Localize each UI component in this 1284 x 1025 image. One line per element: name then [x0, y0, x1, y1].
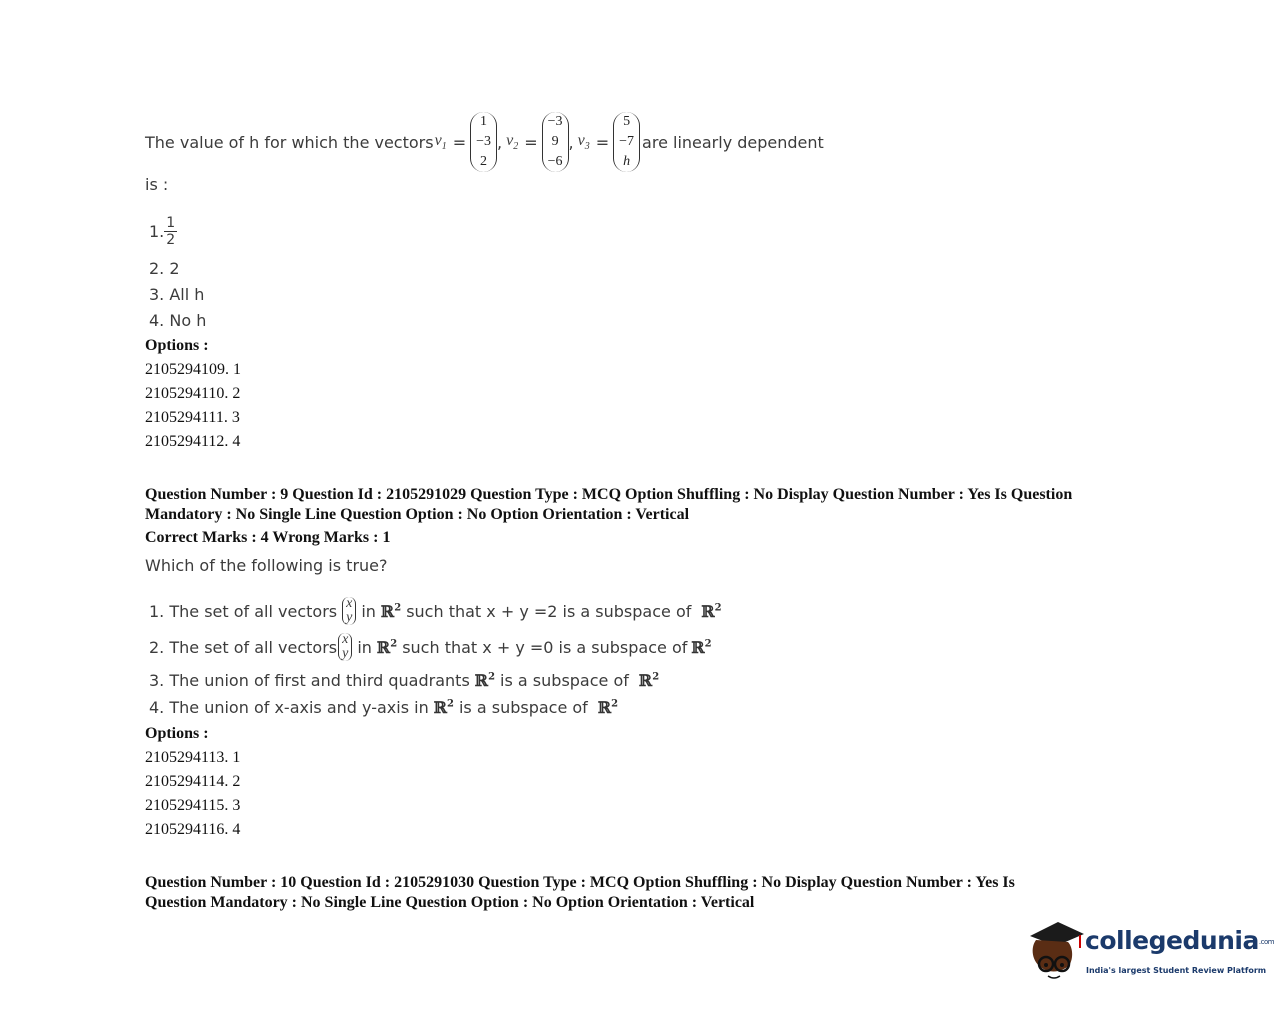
brand-name: collegedunia.com [1085, 926, 1275, 955]
q8-stem-line2: is : [145, 175, 169, 194]
q9-choice-3: 3. The union of first and third quadrants ℝ$^2$ is a subspace of ℝ$^2$ [149, 671, 660, 690]
mascot-icon [1024, 918, 1086, 986]
q8-choice-2: 2. 2 [149, 259, 180, 278]
q8-v1-matrix: 1 −3 2 [470, 112, 497, 172]
q8-stem-suffix: are linearly dependent [642, 132, 824, 152]
q9-choice-2: 2. The set of all vectors x y in ℝ$^2$ such that x + y =0 is a subspace of ℝ$^2$ [149, 632, 712, 661]
q8-option-1: 2105294109. 1 [145, 361, 241, 378]
q9-choice-1-R2-a: ℝ$^2$ [380, 601, 402, 621]
q8-options-label: Options : [145, 337, 209, 354]
q9-option-4: 2105294116. 4 [145, 821, 241, 838]
q9-marks: Correct Marks : 4 Wrong Marks : 1 [145, 529, 391, 546]
q8-option-4: 2105294112. 4 [145, 433, 241, 450]
q9-option-1: 2105294113. 1 [145, 749, 241, 766]
q10-header-line1: Question Number : 10 Question Id : 2105291030 Question Type : MCQ Option Shuffling : No Display Question Number : Yes Is [145, 874, 1015, 891]
q9-option-3: 2105294115. 3 [145, 797, 241, 814]
q9-choice-2-vector: x y [338, 633, 352, 661]
q9-choice-3-R2-b: ℝ$^2$ [638, 671, 660, 690]
q8-choice-1: 1. $\frac{1}{2}$ [149, 215, 176, 248]
q8-v3-label: $v_3$ [577, 131, 590, 153]
q8-option-3: 2105294111. 3 [145, 409, 240, 426]
q8-stem: The value of h for which the vectors $v_1$ = 1 −3 2 , $v_2$ = −3 9 −6 , $v_3$ = 5 −7 h are linearly dependent [145, 112, 824, 172]
q8-v2-matrix: −3 9 −6 [542, 112, 569, 172]
q8-choice-4: 4. No h [149, 311, 207, 330]
q9-choice-1-vector: x y [342, 597, 356, 625]
q9-choice-3-R2-a: ℝ$^2$ [474, 671, 496, 690]
q8-v1-label: $v_1$ [434, 131, 447, 153]
q9-choice-1-R2-b: ℝ$^2$ [701, 601, 722, 621]
brand-logo [1024, 918, 1275, 988]
q8-v3-matrix: 5 −7 h [613, 112, 640, 172]
q9-option-2: 2105294114. 2 [145, 773, 241, 790]
q9-question: Which of the following is true? [145, 556, 388, 575]
q9-choice-2-R2-a: ℝ$^2$ [376, 637, 398, 657]
q9-choice-4-R2-b: ℝ$^2$ [597, 698, 619, 717]
q9-choice-1: 1. The set of all vectors x y in ℝ$^2$ such that x + y =2 is a subspace of ℝ$^2$ [149, 596, 722, 625]
q9-choice-4-R2-a: ℝ$^2$ [433, 698, 454, 717]
q9-header-line2: Mandatory : No Single Line Question Option : No Option Orientation : Vertical [145, 506, 690, 523]
q8-v2-label: $v_2$ [506, 131, 519, 153]
q8-eq: = [452, 132, 467, 152]
q10-header-line2: Question Mandatory : No Single Line Question Option : No Option Orientation : Vertical [145, 894, 755, 911]
q8-choice-3: 3. All h [149, 285, 205, 304]
q9-options-label: Options : [145, 725, 209, 742]
q9-choice-2-R2-b: ℝ$^2$ [691, 637, 712, 657]
q9-choice-4: 4. The union of x-axis and y-axis in ℝ$^2$ is a subspace of ℝ$^2$ [149, 698, 619, 717]
brand-tagline: India's largest Student Review Platform [1086, 966, 1267, 975]
q9-header-line1: Question Number : 9 Question Id : 2105291029 Question Type : MCQ Option Shuffling : No Display Question Number : Yes Is Question [145, 486, 1073, 503]
q8-stem-prefix: The value of h for which the vectors [145, 132, 434, 152]
q8-choice-1-fraction: $\frac{1}{2}$ [166, 215, 176, 248]
q8-option-2: 2105294110. 2 [145, 385, 241, 402]
